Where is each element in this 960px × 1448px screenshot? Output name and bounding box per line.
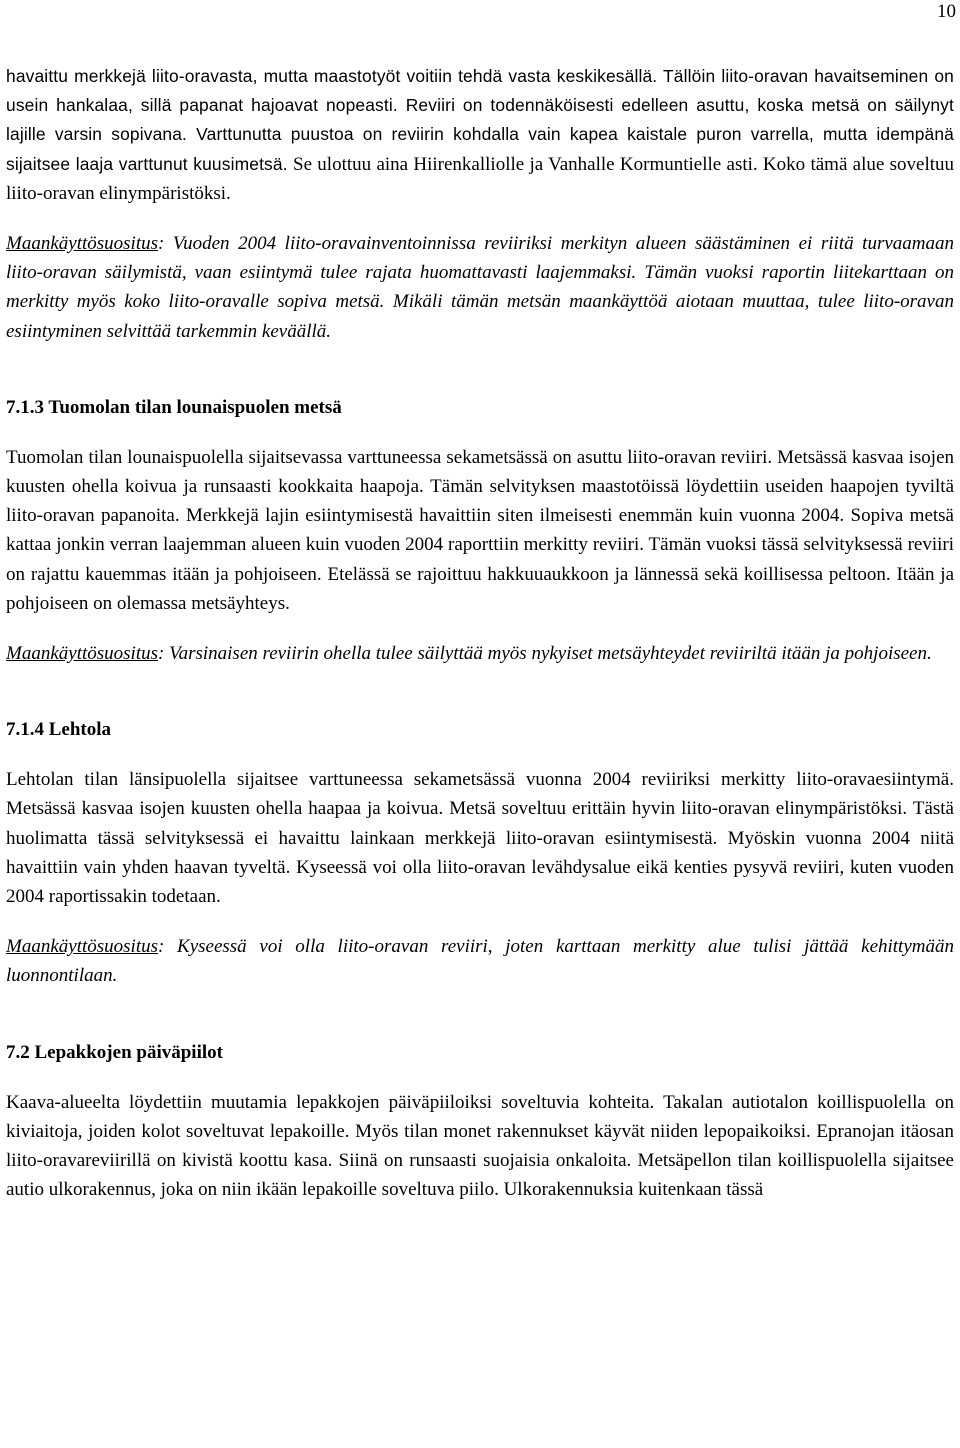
section-heading-7-1-3: 7.1.3 Tuomolan tilan lounaispuolen metsä — [6, 396, 342, 418]
recommendation-label: Maankäyttösuositus — [6, 936, 158, 958]
section-heading-7-1-4: 7.1.4 Lehtola — [6, 719, 112, 741]
section-body-7-2: Kaava-alueelta löydettiin muutamia lepakkojen päiväpiiloiksi soveltuvia kohteita. Takalan autiotalon koillispuolella on kiviaitoja, joiden kolot soveltuvat lepakoille. Myös tilan monet rakennukset käyvät niiden lepopaikoiksi. Epranojan itäosan liito-oravareviirillä on kivistä koottu kasa. Siinä on runsaasti suojaisia onkaloita. Metsäpellon tilan koillispuolella sijaitsee autio ulkorakennus, joka on niin ikään lepakoille soveltuva piilo. Ulkorakennuksia kuitenkaan tässä — [6, 1091, 954, 1201]
recommendation-text: : Vuoden 2004 liito-oravainventoinnissa reviiriksi merkityn alueen säästäminen ei riitä turvaamaan liito-oravan säilymistä, vaan esiintymä tulee rajata huomattavasti laajemmaksi. Tämän vuoksi raportin liitekarttaan on merkitty myös koko liito-oravalle sopiva metsä. Mikäli tämän metsän maankäyttöä aiotaan muuttaa, tulee liito-oravan esiintyminen selvittää tarkemmin keväällä. — [6, 233, 954, 342]
recommendation-label: Maankäyttösuositus — [6, 233, 158, 255]
section-body-7-1-4: Lehtolan tilan länsipuolella sijaitsee varttuneessa sekametsässä vuonna 2004 reviiriksi merkitty liito-oravaesiintymä. Metsässä kasvaa isojen kuusten ohella haapaa ja koivua. Metsä soveltuu erittäin hyvin liito-oravan elinympäristöksi. Tästä huolimatta tässä selvityksessä ei havaittu lainkaan merkkejä liito-oravan esiintymisestä. Myöskin vuonna 2004 niitä havaittiin vain yhden haavan tyveltä. Kyseessä voi olla liito-oravan levähdysalue eikä kenties pysyvä reviiri, kuten vuoden 2004 raportissakin todetaan. — [6, 769, 954, 908]
intro-text-sans: havaittu merkkejä liito-oravasta, mutta maastotyöt voitiin tehdä vasta keskikesällä. Tällöin liito-oravan havaitseminen on usein hankalaa, sillä papanat hajoavat nopeasti. Reviiri on todennäköisesti edelleen asuttu, koska metsä on säilynyt lajille varsin sopivana. Varttunutta puustoa on reviirin kohdalla vain kapea kaistale puron varrella, mutta idempänä sijaitsee laaja varttunut kuusimetsä. — [6, 66, 954, 174]
recommendation-label: Maankäyttösuositus — [6, 643, 158, 665]
recommendation-text: : Kyseessä voi olla liito-oravan reviiri, joten karttaan merkitty alue tulisi jättää kehittymään luonnontilaan. — [6, 936, 954, 987]
recommendation-text: : Varsinaisen reviirin ohella tulee säilyttää myös nykyiset metsäyhteydet reviiriltä itään ja pohjoiseen. — [158, 643, 932, 665]
page-number: 10 — [937, 1, 956, 22]
recommendation-1 — [6, 229, 954, 346]
intro-paragraph — [6, 62, 954, 208]
document-body — [6, 62, 954, 1204]
recommendation-7-1-4 — [6, 932, 954, 990]
section-heading-7-2: 7.2 Lepakkojen päiväpiilot — [6, 1041, 223, 1063]
recommendation-7-1-3 — [6, 639, 954, 668]
section-body-7-1-3: Tuomolan tilan lounaispuolella sijaitsevassa varttuneessa sekametsässä on asuttu liito-oravan reviiri. Metsässä kasvaa isojen kuusten ohella koivua ja runsaasti kookkaita haapoja. Tämän selvityksen maastotöissä löydettiin useiden haapojen tyviltä liito-oravan papanoita. Merkkejä lajin esiintymisestä havaittiin siten ilmeisesti enemmän kuin vuonna 2004. Sopiva metsä kattaa jonkin verran laajemman alueen kuin vuoden 2004 raporttiin merkitty reviiri. Tämän vuoksi tässä selvityksessä reviiri on rajattu kauemmas itään ja pohjoiseen. Etelässä se rajoittuu hakkuuaukkoon ja lännessä sekä koillisessa peltoon. Itään ja pohjoiseen on olemassa metsäyhteys. — [6, 446, 954, 614]
intro-text-serif: Se ulottuu aina Hiirenkalliolle ja Vanhalle Kormuntielle asti. Koko tämä alue soveltuu liito-oravan elinympäristöksi. — [6, 153, 954, 204]
